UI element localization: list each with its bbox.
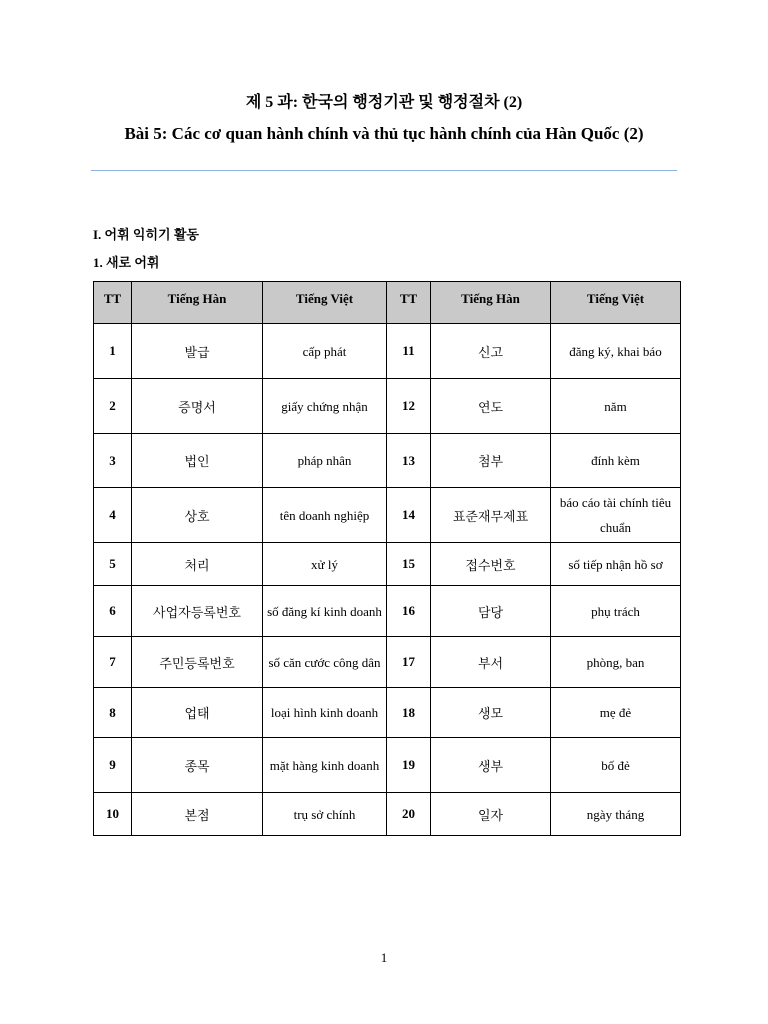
row-number: 14 bbox=[387, 488, 431, 543]
korean-term: 사업자등록번호 bbox=[132, 586, 263, 637]
row-number: 13 bbox=[387, 434, 431, 488]
row-number: 18 bbox=[387, 688, 431, 738]
korean-term: 처리 bbox=[132, 543, 263, 586]
vietnamese-meaning: đăng ký, khai báo bbox=[551, 324, 681, 379]
column-header-tt: TT bbox=[94, 282, 132, 324]
row-number: 3 bbox=[94, 434, 132, 488]
column-header-korean: Tiếng Hàn bbox=[132, 282, 263, 324]
column-header-korean: Tiếng Hàn bbox=[431, 282, 551, 324]
korean-term: 업태 bbox=[132, 688, 263, 738]
table-row bbox=[94, 379, 681, 434]
korean-term: 본점 bbox=[132, 793, 263, 836]
vietnamese-meaning: số tiếp nhận hồ sơ bbox=[551, 543, 681, 586]
section-heading: I. 어휘 익히기 활동 bbox=[93, 227, 199, 242]
korean-term: 부서 bbox=[431, 637, 551, 688]
row-number: 20 bbox=[387, 793, 431, 836]
column-header-vietnamese: Tiếng Việt bbox=[551, 282, 681, 324]
column-header-tt: TT bbox=[387, 282, 431, 324]
table-row bbox=[94, 586, 681, 637]
lesson-title-vietnamese: Bài 5: Các cơ quan hành chính và thủ tục hành chính của Hàn Quốc (2) bbox=[124, 124, 644, 143]
vietnamese-meaning: phụ trách bbox=[551, 586, 681, 637]
table-header-row bbox=[94, 282, 681, 324]
row-number: 10 bbox=[94, 793, 132, 836]
vietnamese-meaning: xử lý bbox=[263, 543, 387, 586]
row-number: 11 bbox=[387, 324, 431, 379]
table-row bbox=[94, 434, 681, 488]
table-row bbox=[94, 738, 681, 793]
subsection-heading: 1. 새로 어휘 bbox=[93, 255, 160, 270]
row-number: 12 bbox=[387, 379, 431, 434]
row-number: 2 bbox=[94, 379, 132, 434]
row-number: 6 bbox=[94, 586, 132, 637]
vietnamese-meaning: mẹ đẻ bbox=[551, 688, 681, 738]
korean-term: 생모 bbox=[431, 688, 551, 738]
vietnamese-meaning: loại hình kinh doanh bbox=[263, 688, 387, 738]
korean-term: 일자 bbox=[431, 793, 551, 836]
table-row bbox=[94, 637, 681, 688]
vietnamese-meaning: đính kèm bbox=[551, 434, 681, 488]
vietnamese-meaning: ngày tháng bbox=[551, 793, 681, 836]
row-number: 17 bbox=[387, 637, 431, 688]
row-number: 4 bbox=[94, 488, 132, 543]
vietnamese-meaning: báo cáo tài chính tiêu chuẩn bbox=[551, 488, 681, 543]
vietnamese-meaning: năm bbox=[551, 379, 681, 434]
table-row bbox=[94, 324, 681, 379]
vietnamese-meaning: pháp nhân bbox=[263, 434, 387, 488]
vocabulary-table bbox=[93, 281, 681, 836]
vietnamese-meaning: tên doanh nghiệp bbox=[263, 488, 387, 543]
row-number: 7 bbox=[94, 637, 132, 688]
title-divider bbox=[91, 170, 677, 171]
vietnamese-meaning: số đăng kí kinh doanh bbox=[263, 586, 387, 637]
korean-term: 법인 bbox=[132, 434, 263, 488]
table-row bbox=[94, 688, 681, 738]
vietnamese-meaning: phòng, ban bbox=[551, 637, 681, 688]
vietnamese-meaning: mặt hàng kinh doanh bbox=[263, 738, 387, 793]
row-number: 19 bbox=[387, 738, 431, 793]
korean-term: 접수번호 bbox=[431, 543, 551, 586]
lesson-title-korean: 제 5 과: 한국의 행정기관 및 행정절차 (2) bbox=[245, 94, 523, 111]
row-number: 9 bbox=[94, 738, 132, 793]
korean-term: 종목 bbox=[132, 738, 263, 793]
korean-term: 생부 bbox=[431, 738, 551, 793]
korean-term: 신고 bbox=[431, 324, 551, 379]
korean-term: 발급 bbox=[132, 324, 263, 379]
row-number: 16 bbox=[387, 586, 431, 637]
column-header-vietnamese: Tiếng Việt bbox=[263, 282, 387, 324]
table-row bbox=[94, 793, 681, 836]
korean-term: 증명서 bbox=[132, 379, 263, 434]
korean-term: 담당 bbox=[431, 586, 551, 637]
table-row bbox=[94, 543, 681, 586]
vietnamese-meaning: trụ sở chính bbox=[263, 793, 387, 836]
row-number: 8 bbox=[94, 688, 132, 738]
row-number: 15 bbox=[387, 543, 431, 586]
korean-term: 표준재무제표 bbox=[431, 488, 551, 543]
vietnamese-meaning: cấp phát bbox=[263, 324, 387, 379]
korean-term: 상호 bbox=[132, 488, 263, 543]
table-row bbox=[94, 488, 681, 543]
korean-term: 주민등록번호 bbox=[132, 637, 263, 688]
vietnamese-meaning: bố đẻ bbox=[551, 738, 681, 793]
row-number: 5 bbox=[94, 543, 132, 586]
korean-term: 첨부 bbox=[431, 434, 551, 488]
vietnamese-meaning: giấy chứng nhận bbox=[263, 379, 387, 434]
row-number: 1 bbox=[94, 324, 132, 379]
page-number: 1 bbox=[380, 950, 388, 965]
vietnamese-meaning: số căn cước công dân bbox=[263, 637, 387, 688]
korean-term: 연도 bbox=[431, 379, 551, 434]
